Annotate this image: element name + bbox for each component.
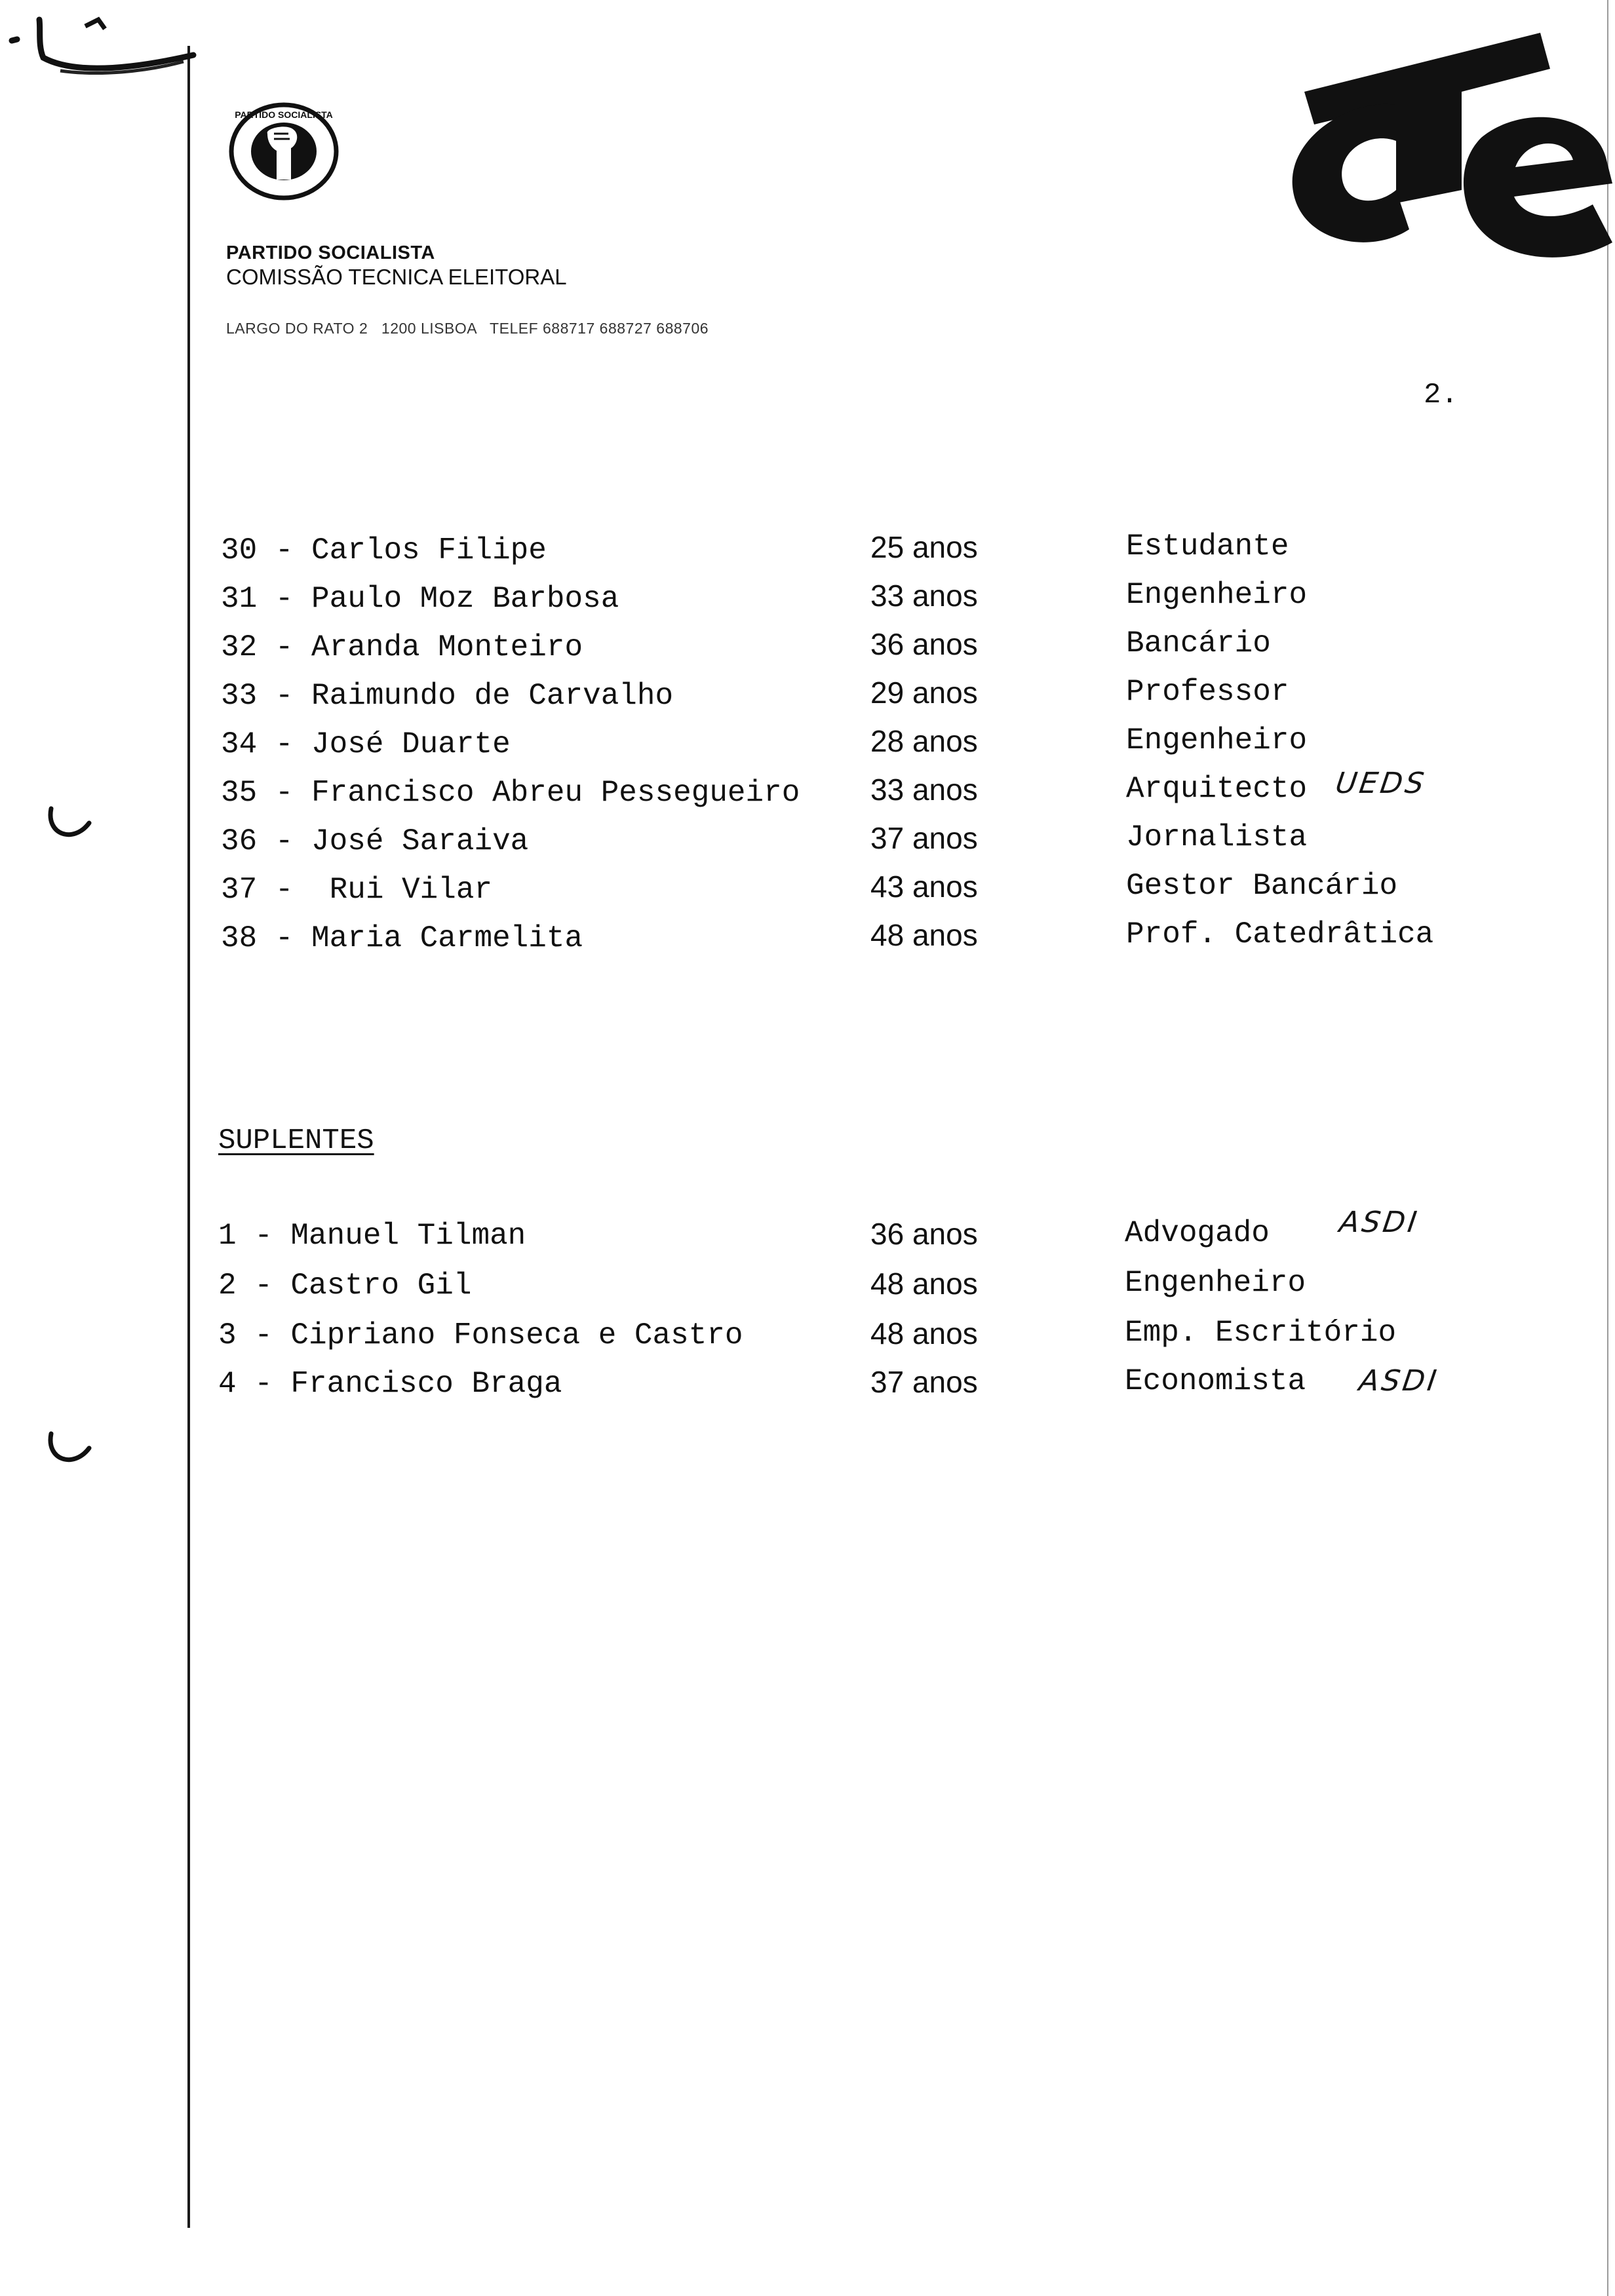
- candidate-age: 48 anos: [870, 918, 978, 952]
- candidate-entry: 32 - Aranda Monteiro: [221, 630, 583, 664]
- substitute-profession: Engenheiro: [1125, 1266, 1306, 1300]
- candidate-age: 29 anos: [870, 676, 978, 710]
- candidate-profession: Estudante: [1126, 529, 1289, 564]
- candidate-age: 37 anos: [870, 821, 978, 855]
- cte-logo: [1265, 24, 1612, 295]
- candidate-age: 28 anos: [870, 724, 978, 758]
- candidate-profession: Professor: [1126, 675, 1289, 709]
- candidate-profession: Engenheiro: [1126, 578, 1308, 612]
- handwritten-note: UEDS: [1333, 767, 1429, 800]
- left-margin-line: [187, 46, 190, 2228]
- candidate-entry: 30 - Carlos Filipe: [221, 533, 547, 567]
- candidate-age: 36 anos: [870, 627, 978, 661]
- substitute-age: 36 anos: [870, 1217, 978, 1251]
- substitute-profession: Emp. Escritório: [1125, 1316, 1397, 1350]
- candidate-profession: Arquitecto: [1126, 772, 1308, 806]
- substitute-age: 37 anos: [870, 1365, 978, 1399]
- candidate-profession: Bancário: [1126, 626, 1271, 660]
- candidate-profession: Gestor Bancário: [1126, 869, 1398, 903]
- punch-hole-mark: [39, 1426, 94, 1472]
- candidate-entry: 38 - Maria Carmelita: [221, 921, 583, 955]
- substitute-age: 48 anos: [870, 1267, 978, 1301]
- candidate-age: 33 anos: [870, 773, 978, 807]
- handwritten-note: ASDI: [1337, 1206, 1422, 1239]
- page-number: 2.: [1424, 379, 1458, 411]
- party-name: PARTIDO SOCIALISTA: [226, 242, 435, 263]
- corner-scribble: [0, 0, 210, 111]
- candidate-age: 43 anos: [870, 870, 978, 904]
- cte-logo-text: CTE: [1265, 24, 1285, 35]
- candidate-entry: 31 - Paulo Moz Barbosa: [221, 582, 619, 616]
- candidate-entry: 36 - José Saraiva: [221, 824, 529, 858]
- candidate-profession: Prof. Catedrâtica: [1126, 917, 1434, 951]
- substitute-entry: 3 - Cipriano Fonseca e Castro: [218, 1318, 743, 1352]
- substitute-entry: 1 - Manuel Tilman: [218, 1219, 526, 1253]
- right-page-edge: [1607, 0, 1608, 2296]
- candidate-profession: Engenheiro: [1126, 723, 1308, 757]
- substitutes-heading: SUPLENTES: [218, 1124, 374, 1157]
- handwritten-note: ASDI: [1357, 1364, 1441, 1398]
- party-logo-icon: [228, 102, 340, 201]
- letterhead-address: LARGO DO RATO 2 1200 LISBOA TELEF 688717 688727 688706: [226, 320, 709, 337]
- candidate-entry: 34 - José Duarte: [221, 727, 511, 761]
- punch-hole-mark: [39, 801, 94, 847]
- substitute-entry: 2 - Castro Gil: [218, 1269, 472, 1303]
- substitute-age: 48 anos: [870, 1316, 978, 1350]
- commission-name: COMISSÃO TECNICA ELEITORAL: [226, 265, 567, 289]
- candidate-age: 25 anos: [870, 530, 978, 564]
- candidate-entry: 35 - Francisco Abreu Pessegueiro: [221, 776, 800, 810]
- substitute-profession: Advogado: [1125, 1216, 1270, 1250]
- candidate-age: 33 anos: [870, 579, 978, 613]
- candidate-entry: 37 - Rui Vilar: [221, 873, 493, 907]
- candidate-entry: 33 - Raimundo de Carvalho: [221, 679, 674, 713]
- substitute-profession: Economista: [1125, 1364, 1306, 1398]
- substitute-entry: 4 - Francisco Braga: [218, 1367, 562, 1401]
- candidate-profession: Jornalista: [1126, 820, 1308, 854]
- svg-text:PARTIDO SOCIALISTA: PARTIDO SOCIALISTA: [235, 109, 333, 120]
